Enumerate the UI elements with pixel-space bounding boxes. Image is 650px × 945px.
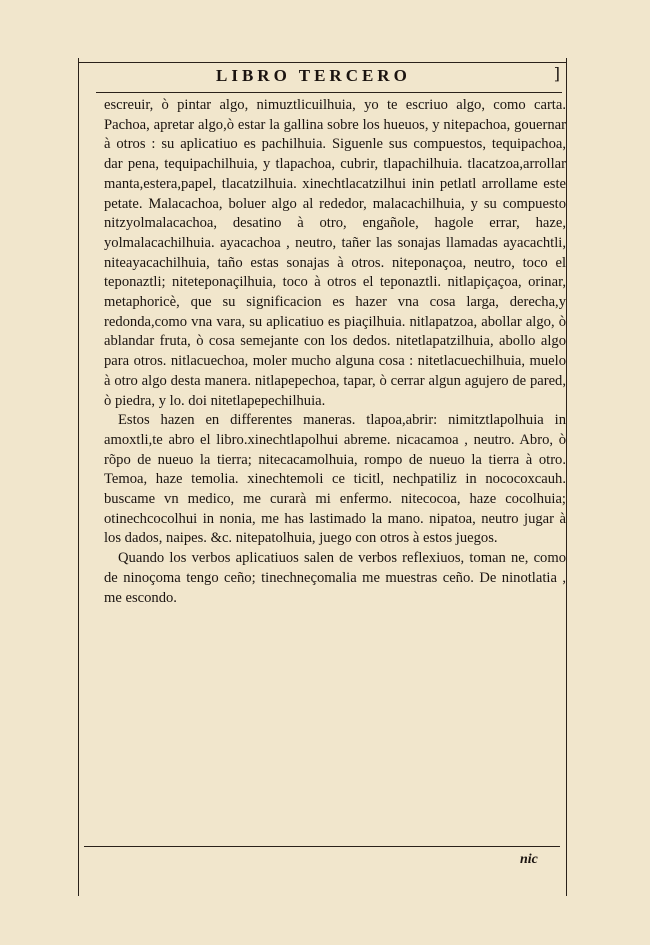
frame-bottom-rule <box>84 846 560 847</box>
frame-left-rule <box>78 58 79 896</box>
paragraph-2: Estos hazen en differentes maneras. tlapoa,abrir: nimitztlapolhuia in amoxtli,te abro el libro.xinechtlapolhui abreme. nicacamoa , neutro. Abro, ò rõpo de nueuo la tierra; nitecacamolhuia, rompo de nueuo la tierra à otro. Temoa, haze temolia. xinechtemoli ce ticitl, nechpatiliz in nococoxcauh. buscame vn medico, me curarà mi enfermo. nitecocoa, haze cocolhuia; otinechcocolhui in nonia, me has lastimado la mano. nipatoa, neutro jugar à los dados, naipes. &c. nitepatolhuia, juego con otros à estos juegos. <box>104 412 566 547</box>
header-mark: ] <box>553 64 560 83</box>
frame-right-rule <box>566 58 567 896</box>
paragraph-3: Quando los verbos aplicatiuos salen de verbos reflexiuos, toman ne, como de ninoçoma tengo ceño; tinechneçomalia me muestras ceño. De ninotlatia , me escondo. <box>104 550 566 606</box>
text-body <box>104 96 566 608</box>
frame-top-rule <box>78 62 566 63</box>
paragraph-1: escreuir, ò pintar algo, nimuztlicuilhuia, yo te escriuo algo, como carta. Pachoa, apretar algo,ò estar la gallina sobre los hueuos, y nitepachoa, gouernar à otros : su aplicatiuo es pachilhuia. Siguenle sus compuestos, tequipachoa, dar pena, tequipachilhuia, y tlapachoa, cubrir, tlapachilhuia. tlacatzoa,arrollar manta,estera,papel, tlacatzilhuia. xinechtlacatzilhui inin petlatl arrollame este petate. Malacachoa, boluer algo al rededor, malacachilhuia, y su compuesto nitzyolmalacachoa, desatino à otro, engañole, hagole errar, haze, yolmalacachilhuia. ayacachoa , neutro, tañer las sonajas llamadas ayacachtli, niteayacachilhuia, taño estas sonajas à otros. niteponaçoa, neutro, toco el teponaztli; niteteponaçilhuia, toco à otros el teponaztli. nitlapiçaçoa, orinar, metaphoricè, que su significacion es hazer vna cosa larga, derecha,y redonda,como vna vara, su aplicatiuo es piaçilhuia. nitlapatzoa, abollar algo, ò ablandar fruta, ò cosa semejante con los dedos. nitetlapatzilhuia, abollo algo para otros. nitlacuechoa, moler mucho alguna cosa : nitetlacuechilhuia, muelo à otro algo desta manera. nitlapepechoa, tapar, ò cerrar algun agujero de pared, ò piedra, y lo. doi nitetlapepechilhuia. <box>104 97 566 409</box>
catchword: nic <box>520 852 538 867</box>
header-rule <box>96 92 562 93</box>
page-header <box>96 66 562 94</box>
running-head: LIBRO TERCERO <box>216 66 411 85</box>
